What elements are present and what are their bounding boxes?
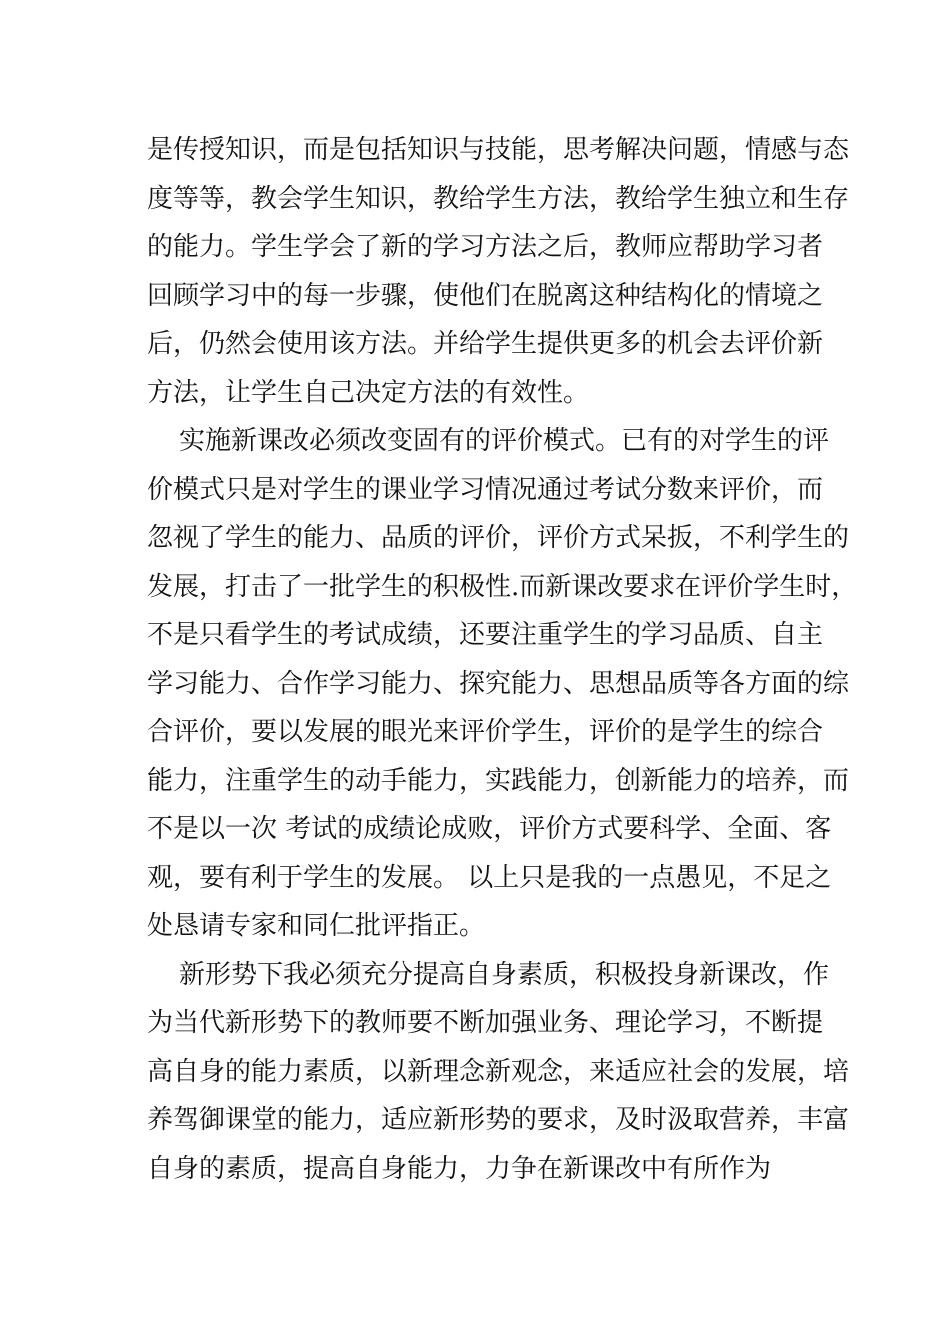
text-line: 高自身的能力素质，以新理念新观念，来适应社会的发展，培 (147, 1056, 850, 1087)
text-line: 养驾御课堂的能力，适应新形势的要求，及时汲取营养，丰富 (147, 1105, 850, 1135)
text-line: 观，要有利于学生的发展。 以上只是我的一点愚见，不足之 (147, 862, 832, 893)
text-line: 不是只看学生的考试成绩，还要注重学生的学习品质、自主 (147, 620, 824, 650)
text-line: 处恳请专家和同仁批评指正。 (147, 911, 486, 941)
text-line: 回顾学习中的每一步骤，使他们在脱离这种结构化的情境之 (147, 280, 824, 311)
text-line: 是传授知识，而是包括知识与技能，思考解决问题，情感与态 (147, 135, 850, 165)
text-line: 后，仍然会使用该方法。并给学生提供更多的机会去评价新 (147, 329, 824, 359)
text-line: 忽视了学生的能力、品质的评价，评价方式呆扳，不利学生的 (147, 523, 850, 553)
text-line: 自身的素质，提高自身能力，力争在新课改中有所作为 (147, 1153, 772, 1184)
text-line: 发展，打击了一批学生的积极性.而新课改要求在评价学生时， (147, 571, 858, 602)
text-line: 新形势下我必须充分提高自身素质，积极投身新课改，作 (179, 959, 830, 990)
document-body (147, 126, 858, 1193)
text-line: 方法，让学生自己决定方法的有效性。 (147, 377, 590, 408)
text-line: 不是以一次 考试的成绩论成败，评价方式要科学、全面、客 (147, 814, 832, 844)
text-line: 为当代新形势下的教师要不断加强业务、理论学习，不断提 (147, 1008, 824, 1038)
text-line: 能力，注重学生的动手能力，实践能力，创新能力的培养，而 (147, 765, 850, 796)
text-line: 实施新课改必须改变固有的评价模式。已有的对学生的评 (179, 426, 830, 456)
paragraph-evaluation-reform (147, 417, 858, 951)
text-line: 学习能力、合作学习能力、探究能力、思想品质等各方面的综 (147, 668, 850, 699)
text-line: 度等等，教会学生知识，教给学生方法，教给学生独立和生存 (147, 183, 850, 214)
text-line: 价模式只是对学生的课业学习情况通过考试分数来评价，而 (147, 474, 824, 505)
paragraph-continuation (147, 126, 850, 417)
text-line: 的能力。学生学会了新的学习方法之后，教师应帮助学习者 (147, 232, 824, 262)
text-line: 合评价，要以发展的眼光来评价学生，评价的是学生的综合 (147, 717, 824, 747)
paragraph-teacher-quality (147, 951, 850, 1194)
